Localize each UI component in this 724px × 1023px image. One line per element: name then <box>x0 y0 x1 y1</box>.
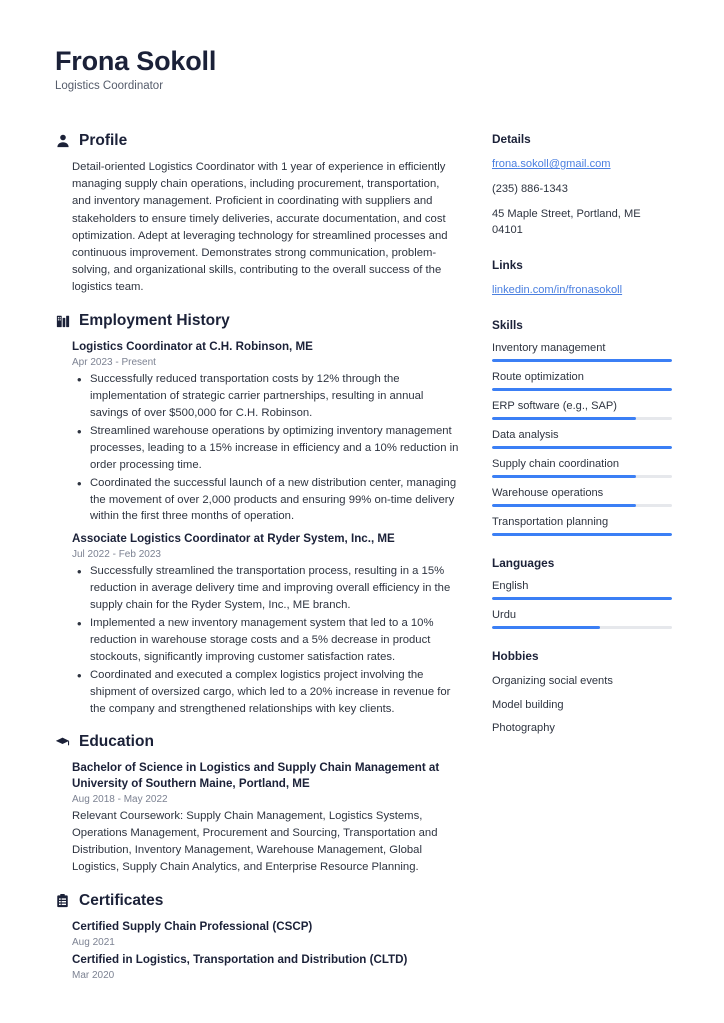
employment-heading <box>55 312 461 330</box>
sidebar-hobbies <box>492 649 672 735</box>
details-title: Details <box>492 132 531 147</box>
skill-meter <box>492 417 672 420</box>
employment-title: Employment History <box>79 312 230 330</box>
skill-label: ERP software (e.g., SAP) <box>492 400 617 413</box>
profile-title: Profile <box>79 132 128 150</box>
certificate-entry <box>72 919 461 948</box>
skill-item <box>492 458 672 478</box>
language-meter <box>492 597 672 600</box>
certificate-title: Certified Supply Chain Professional (CSCP) <box>72 920 313 934</box>
profile-text: Detail-oriented Logistics Coordinator with 1 year of experience in efficiently managing supply chain operations, including procurement, transportation, and inventory management. Proficient in coordinating with suppliers and stakeholders to ensure timely deliveries, accurate documentation, and cost optimization. Adept at leveraging technology for streamlined processes and continuous improvement. Demonstrates strong communication, problem-solving, and organizational skills, contributing to the overall success of the logistics team. <box>72 161 448 294</box>
education-entry <box>72 760 461 876</box>
candidate-job-title: Logistics Coordinator <box>55 80 164 93</box>
linkedin-link[interactable]: linkedin.com/in/fronasokoll <box>492 284 623 297</box>
email-link[interactable]: frona.sokoll@gmail.com <box>492 158 611 171</box>
section-profile <box>55 132 461 296</box>
skill-meter <box>492 359 672 362</box>
skill-meter <box>492 504 672 507</box>
job-bullet: • Streamlined warehouse operations by optimizing inventory management processes, leading to a 15% increase in efficiency and a 10% reduction in order processing time. <box>72 423 461 474</box>
skill-item <box>492 400 672 420</box>
skill-item <box>492 516 672 536</box>
skill-label: Data analysis <box>492 429 559 442</box>
language-meter-fill <box>492 597 672 600</box>
employment-entry <box>72 531 461 717</box>
profile-body <box>55 159 461 296</box>
skill-meter <box>492 388 672 391</box>
resume-columns <box>55 132 674 997</box>
person-icon <box>55 134 70 149</box>
certificates-body <box>55 919 461 980</box>
language-item <box>492 609 672 629</box>
skill-meter-fill <box>492 533 672 536</box>
job-date: Apr 2023 - Present <box>72 356 156 368</box>
briefcase-icon <box>55 314 70 329</box>
employment-body <box>55 339 461 717</box>
sidebar-languages <box>492 556 672 629</box>
job-bullet: • Implemented a new inventory management system that led to a 10% reduction in warehouse storage costs and a 5% decrease in product stockouts, significantly improving customer satisfaction rates. <box>72 615 461 666</box>
section-employment <box>55 312 461 717</box>
certificate-date: Aug 2021 <box>72 937 115 948</box>
skill-meter-fill <box>492 446 672 449</box>
sidebar-skills <box>492 318 672 536</box>
employment-entry <box>72 339 461 525</box>
job-title: Logistics Coordinator at C.H. Robinson, ME <box>72 340 313 354</box>
address-text: 45 Maple Street, Portland, ME 04101 <box>492 208 641 237</box>
sidebar-details <box>492 132 672 238</box>
skill-label: Inventory management <box>492 342 606 355</box>
skill-meter-fill <box>492 388 672 391</box>
job-bullets <box>72 371 461 525</box>
certificate-entry <box>72 952 461 981</box>
skill-meter <box>492 446 672 449</box>
skill-meter-fill <box>492 359 672 362</box>
degree-description: Relevant Coursework: Supply Chain Management, Logistics Systems, Operations Management, Procurement and Sourcing, Transportation and Distribution, Inventory Management, Warehouse Management, Global Logistics, Supply Chain Analytics, and Enterprise Resource Planning. <box>72 809 438 874</box>
hobby-item: Model building <box>492 698 564 711</box>
links-title: Links <box>492 258 523 273</box>
language-meter <box>492 626 672 629</box>
skill-meter-fill <box>492 504 636 507</box>
job-bullet: • Successfully reduced transportation costs by 12% through the implementation of strategic carrier partnerships, resulting in annual savings of over $500,000 for C.H. Robinson. <box>72 371 461 422</box>
skills-title: Skills <box>492 318 523 333</box>
hobbies-title: Hobbies <box>492 649 539 664</box>
education-body <box>55 760 461 876</box>
education-heading <box>55 733 461 751</box>
certificate-title: Certified in Logistics, Transportation and Distribution (CLTD) <box>72 953 408 966</box>
job-date: Jul 2022 - Feb 2023 <box>72 549 161 561</box>
degree-title: Bachelor of Science in Logistics and Supply Chain Management at University of Southern Maine, Portland, ME <box>72 761 440 791</box>
skill-meter <box>492 475 672 478</box>
language-item <box>492 580 672 600</box>
graduation-cap-icon <box>55 735 70 750</box>
skill-label: Route optimization <box>492 371 584 384</box>
language-meter-fill <box>492 626 600 629</box>
skill-meter-fill <box>492 417 636 420</box>
language-label: English <box>492 580 529 593</box>
job-bullet: • Coordinated the successful launch of a new distribution center, managing the movement of over 2,000 products and ensuring 99% on-time delivery within the first three months of operation. <box>72 475 461 526</box>
sidebar-links <box>492 258 672 298</box>
languages-title: Languages <box>492 556 555 571</box>
certificates-heading <box>55 892 461 910</box>
profile-heading <box>55 132 461 150</box>
skill-label: Supply chain coordination <box>492 458 620 471</box>
sidebar-column <box>492 132 672 756</box>
skill-label: Transportation planning <box>492 516 609 529</box>
section-certificates <box>55 892 461 980</box>
skill-meter <box>492 533 672 536</box>
skill-item <box>492 429 672 449</box>
education-title: Education <box>79 733 154 751</box>
certificates-title: Certificates <box>79 892 164 910</box>
resume-header <box>55 46 674 92</box>
section-education <box>55 733 461 876</box>
job-bullets <box>72 563 461 717</box>
candidate-name: Frona Sokoll <box>55 46 217 76</box>
job-title: Associate Logistics Coordinator at Ryder System, Inc., ME <box>72 532 395 546</box>
skill-item <box>492 342 672 362</box>
language-label: Urdu <box>492 609 517 622</box>
job-bullet: • Coordinated and executed a complex logistics project involving the shipment of oversized cargo, which led to a 20% increase in revenue for the company and strengthened relationships with key clients. <box>72 667 461 718</box>
phone-text: (235) 886-1343 <box>492 183 568 196</box>
hobby-item: Organizing social events <box>492 675 613 688</box>
degree-date: Aug 2018 - May 2022 <box>72 793 168 805</box>
clipboard-icon <box>55 894 70 909</box>
certificate-date: Mar 2020 <box>72 969 115 981</box>
job-bullet: • Successfully streamlined the transportation process, resulting in a 15% reduction in average delivery time and improving overall efficiency in the supply chain for the Ryder System, Inc., ME branch. <box>72 563 461 614</box>
skill-item <box>492 487 672 507</box>
skill-item <box>492 371 672 391</box>
hobby-item: Photography <box>492 721 555 734</box>
skill-label: Warehouse operations <box>492 487 604 500</box>
skill-meter-fill <box>492 475 636 478</box>
main-column <box>55 132 461 997</box>
